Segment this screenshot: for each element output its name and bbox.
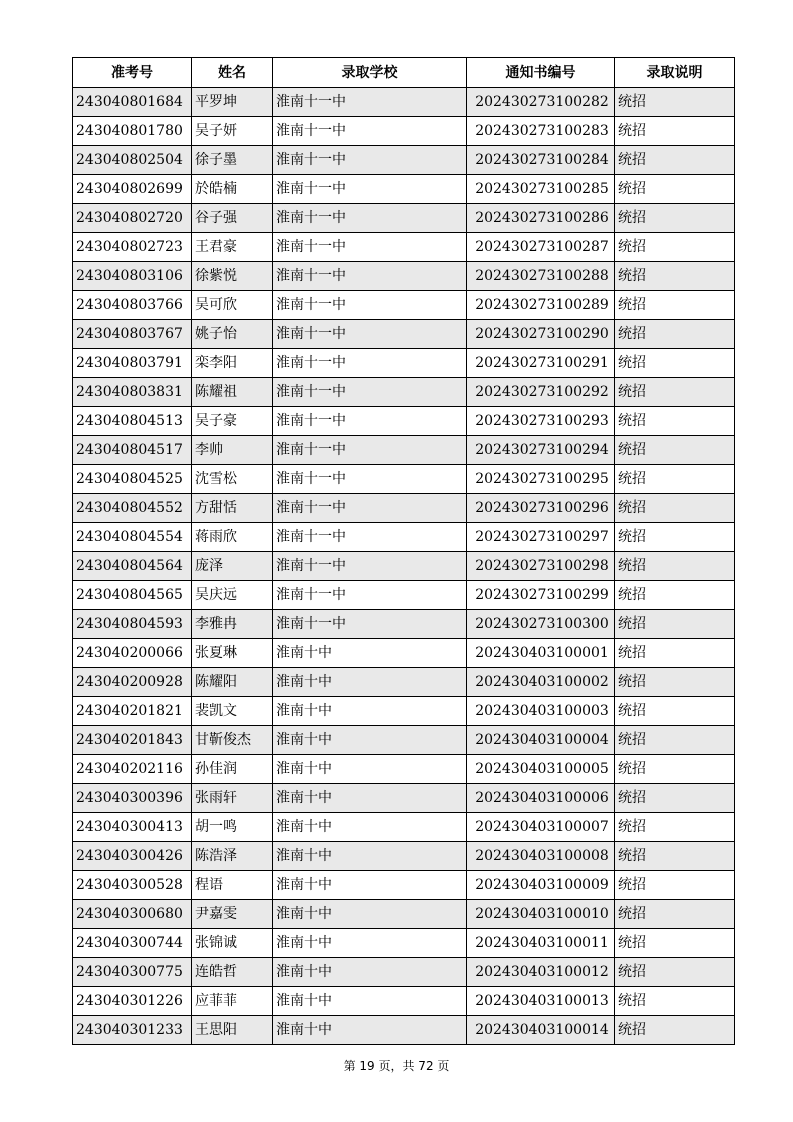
cell-name: 吴庆远 xyxy=(192,581,273,610)
table-row xyxy=(73,697,735,726)
cell-school: 淮南十中 xyxy=(273,987,467,1016)
cell-note: 统招 xyxy=(615,465,735,494)
cell-note: 统招 xyxy=(615,117,735,146)
cell-school: 淮南十中 xyxy=(273,929,467,958)
cell-notice-no: 202430403100003 xyxy=(467,697,615,726)
cell-name: 尹嘉雯 xyxy=(192,900,273,929)
cell-notice-no: 202430403100004 xyxy=(467,726,615,755)
cell-school: 淮南十中 xyxy=(273,668,467,697)
cell-notice-no: 202430273100292 xyxy=(467,378,615,407)
cell-name: 徐子墨 xyxy=(192,146,273,175)
cell-school: 淮南十一中 xyxy=(273,291,467,320)
cell-note: 统招 xyxy=(615,378,735,407)
cell-note: 统招 xyxy=(615,88,735,117)
cell-school: 淮南十中 xyxy=(273,900,467,929)
cell-note: 统招 xyxy=(615,639,735,668)
cell-notice-no: 202430273100300 xyxy=(467,610,615,639)
table-row xyxy=(73,175,735,204)
cell-school: 淮南十一中 xyxy=(273,88,467,117)
page-footer: 第 19 页，共 72 页 xyxy=(343,1059,450,1073)
table-row xyxy=(73,581,735,610)
cell-note: 统招 xyxy=(615,784,735,813)
cell-note: 统招 xyxy=(615,552,735,581)
header-note: 录取说明 xyxy=(615,58,735,88)
header-name: 姓名 xyxy=(192,58,273,88)
cell-name: 程语 xyxy=(192,871,273,900)
cell-name: 张锦诚 xyxy=(192,929,273,958)
admission-table xyxy=(72,57,735,1045)
cell-school: 淮南十中 xyxy=(273,697,467,726)
cell-school: 淮南十一中 xyxy=(273,407,467,436)
cell-school: 淮南十一中 xyxy=(273,523,467,552)
cell-name: 李帅 xyxy=(192,436,273,465)
table-row xyxy=(73,784,735,813)
cell-notice-no: 202430403100014 xyxy=(467,1016,615,1045)
table-body xyxy=(73,88,735,1045)
cell-name: 平罗坤 xyxy=(192,88,273,117)
cell-exam-no: 243040300680 xyxy=(73,900,192,929)
cell-exam-no: 243040804552 xyxy=(73,494,192,523)
cell-note: 统招 xyxy=(615,320,735,349)
cell-school: 淮南十一中 xyxy=(273,378,467,407)
table-row xyxy=(73,465,735,494)
cell-notice-no: 202430273100297 xyxy=(467,523,615,552)
cell-note: 统招 xyxy=(615,929,735,958)
table-row xyxy=(73,117,735,146)
cell-name: 甘靳俊杰 xyxy=(192,726,273,755)
table-row xyxy=(73,291,735,320)
cell-exam-no: 243040803831 xyxy=(73,378,192,407)
header-notice-no: 通知书编号 xyxy=(467,58,615,88)
cell-exam-no: 243040200066 xyxy=(73,639,192,668)
cell-notice-no: 202430273100288 xyxy=(467,262,615,291)
table-row xyxy=(73,900,735,929)
cell-name: 蒋雨欣 xyxy=(192,523,273,552)
cell-notice-no: 202430273100285 xyxy=(467,175,615,204)
cell-school: 淮南十中 xyxy=(273,958,467,987)
cell-notice-no: 202430273100290 xyxy=(467,320,615,349)
cell-notice-no: 202430273100293 xyxy=(467,407,615,436)
cell-notice-no: 202430403100007 xyxy=(467,813,615,842)
cell-exam-no: 243040300413 xyxy=(73,813,192,842)
cell-exam-no: 243040300744 xyxy=(73,929,192,958)
cell-name: 陈耀祖 xyxy=(192,378,273,407)
table-row xyxy=(73,610,735,639)
cell-note: 统招 xyxy=(615,842,735,871)
cell-exam-no: 243040201843 xyxy=(73,726,192,755)
table-row xyxy=(73,407,735,436)
table-row xyxy=(73,146,735,175)
cell-notice-no: 202430403100010 xyxy=(467,900,615,929)
cell-name: 徐紫悦 xyxy=(192,262,273,291)
cell-school: 淮南十一中 xyxy=(273,146,467,175)
cell-exam-no: 243040804554 xyxy=(73,523,192,552)
cell-notice-no: 202430273100283 xyxy=(467,117,615,146)
cell-exam-no: 243040301233 xyxy=(73,1016,192,1045)
cell-notice-no: 202430273100284 xyxy=(467,146,615,175)
cell-exam-no: 243040804564 xyxy=(73,552,192,581)
cell-notice-no: 202430403100008 xyxy=(467,842,615,871)
cell-note: 统招 xyxy=(615,813,735,842)
table-row xyxy=(73,726,735,755)
table-row xyxy=(73,1016,735,1045)
table-row xyxy=(73,871,735,900)
cell-school: 淮南十中 xyxy=(273,871,467,900)
cell-exam-no: 243040804517 xyxy=(73,436,192,465)
cell-note: 统招 xyxy=(615,871,735,900)
cell-notice-no: 202430403100006 xyxy=(467,784,615,813)
cell-name: 胡一鸣 xyxy=(192,813,273,842)
cell-notice-no: 202430273100291 xyxy=(467,349,615,378)
cell-name: 吴子妍 xyxy=(192,117,273,146)
table-row xyxy=(73,842,735,871)
cell-notice-no: 202430403100001 xyxy=(467,639,615,668)
cell-note: 统招 xyxy=(615,349,735,378)
cell-name: 陈浩泽 xyxy=(192,842,273,871)
cell-notice-no: 202430273100282 xyxy=(467,88,615,117)
table-row xyxy=(73,523,735,552)
header-school: 录取学校 xyxy=(273,58,467,88)
cell-name: 谷子强 xyxy=(192,204,273,233)
cell-exam-no: 243040200928 xyxy=(73,668,192,697)
cell-note: 统招 xyxy=(615,958,735,987)
cell-name: 方甜恬 xyxy=(192,494,273,523)
table-row xyxy=(73,813,735,842)
table-row xyxy=(73,88,735,117)
table-row xyxy=(73,929,735,958)
table-row xyxy=(73,987,735,1016)
cell-exam-no: 243040804565 xyxy=(73,581,192,610)
cell-note: 统招 xyxy=(615,407,735,436)
cell-notice-no: 202430273100287 xyxy=(467,233,615,262)
cell-note: 统招 xyxy=(615,523,735,552)
cell-name: 吴子豪 xyxy=(192,407,273,436)
cell-name: 王思阳 xyxy=(192,1016,273,1045)
cell-school: 淮南十一中 xyxy=(273,233,467,262)
cell-exam-no: 243040202116 xyxy=(73,755,192,784)
cell-exam-no: 243040804593 xyxy=(73,610,192,639)
cell-note: 统招 xyxy=(615,175,735,204)
cell-name: 於皓楠 xyxy=(192,175,273,204)
cell-note: 统招 xyxy=(615,726,735,755)
cell-name: 庞泽 xyxy=(192,552,273,581)
cell-notice-no: 202430273100296 xyxy=(467,494,615,523)
cell-notice-no: 202430403100005 xyxy=(467,755,615,784)
cell-notice-no: 202430273100289 xyxy=(467,291,615,320)
cell-note: 统招 xyxy=(615,291,735,320)
cell-notice-no: 202430403100012 xyxy=(467,958,615,987)
cell-exam-no: 243040804525 xyxy=(73,465,192,494)
cell-school: 淮南十一中 xyxy=(273,175,467,204)
cell-name: 张雨轩 xyxy=(192,784,273,813)
cell-school: 淮南十一中 xyxy=(273,117,467,146)
cell-school: 淮南十一中 xyxy=(273,436,467,465)
cell-note: 统招 xyxy=(615,668,735,697)
cell-school: 淮南十一中 xyxy=(273,552,467,581)
cell-exam-no: 243040803767 xyxy=(73,320,192,349)
cell-note: 统招 xyxy=(615,494,735,523)
cell-note: 统招 xyxy=(615,987,735,1016)
cell-exam-no: 243040300528 xyxy=(73,871,192,900)
cell-school: 淮南十中 xyxy=(273,842,467,871)
cell-notice-no: 202430273100299 xyxy=(467,581,615,610)
table-row xyxy=(73,552,735,581)
cell-school: 淮南十一中 xyxy=(273,262,467,291)
cell-exam-no: 243040300775 xyxy=(73,958,192,987)
table-row xyxy=(73,668,735,697)
table-row xyxy=(73,349,735,378)
cell-exam-no: 243040801780 xyxy=(73,117,192,146)
cell-note: 统招 xyxy=(615,233,735,262)
cell-exam-no: 243040802723 xyxy=(73,233,192,262)
cell-school: 淮南十一中 xyxy=(273,610,467,639)
cell-note: 统招 xyxy=(615,697,735,726)
table-row xyxy=(73,262,735,291)
cell-name: 沈雪松 xyxy=(192,465,273,494)
cell-school: 淮南十中 xyxy=(273,1016,467,1045)
cell-exam-no: 243040803791 xyxy=(73,349,192,378)
table-row xyxy=(73,958,735,987)
cell-exam-no: 243040301226 xyxy=(73,987,192,1016)
table-row xyxy=(73,494,735,523)
cell-note: 统招 xyxy=(615,1016,735,1045)
cell-school: 淮南十一中 xyxy=(273,581,467,610)
table-row xyxy=(73,755,735,784)
table-header-row xyxy=(73,58,735,88)
cell-exam-no: 243040803106 xyxy=(73,262,192,291)
cell-exam-no: 243040802720 xyxy=(73,204,192,233)
table-row xyxy=(73,320,735,349)
cell-school: 淮南十中 xyxy=(273,726,467,755)
cell-school: 淮南十一中 xyxy=(273,204,467,233)
cell-note: 统招 xyxy=(615,581,735,610)
cell-notice-no: 202430403100002 xyxy=(467,668,615,697)
table-row xyxy=(73,204,735,233)
cell-exam-no: 243040804513 xyxy=(73,407,192,436)
cell-school: 淮南十一中 xyxy=(273,494,467,523)
cell-exam-no: 243040300426 xyxy=(73,842,192,871)
cell-name: 李雅冉 xyxy=(192,610,273,639)
cell-school: 淮南十一中 xyxy=(273,465,467,494)
cell-note: 统招 xyxy=(615,262,735,291)
cell-name: 栾李阳 xyxy=(192,349,273,378)
cell-notice-no: 202430273100298 xyxy=(467,552,615,581)
cell-note: 统招 xyxy=(615,146,735,175)
cell-note: 统招 xyxy=(615,204,735,233)
cell-name: 张夏琳 xyxy=(192,639,273,668)
cell-exam-no: 243040300396 xyxy=(73,784,192,813)
cell-note: 统招 xyxy=(615,900,735,929)
cell-exam-no: 243040802504 xyxy=(73,146,192,175)
cell-note: 统招 xyxy=(615,610,735,639)
cell-name: 应菲菲 xyxy=(192,987,273,1016)
cell-notice-no: 202430273100294 xyxy=(467,436,615,465)
cell-notice-no: 202430273100286 xyxy=(467,204,615,233)
cell-notice-no: 202430403100009 xyxy=(467,871,615,900)
cell-school: 淮南十中 xyxy=(273,639,467,668)
cell-exam-no: 243040802699 xyxy=(73,175,192,204)
cell-exam-no: 243040201821 xyxy=(73,697,192,726)
cell-name: 陈耀阳 xyxy=(192,668,273,697)
table-row xyxy=(73,233,735,262)
cell-name: 王君豪 xyxy=(192,233,273,262)
cell-school: 淮南十中 xyxy=(273,784,467,813)
cell-note: 统招 xyxy=(615,436,735,465)
cell-notice-no: 202430403100013 xyxy=(467,987,615,1016)
cell-school: 淮南十一中 xyxy=(273,349,467,378)
cell-school: 淮南十一中 xyxy=(273,320,467,349)
cell-name: 连皓哲 xyxy=(192,958,273,987)
cell-exam-no: 243040803766 xyxy=(73,291,192,320)
cell-name: 吴可欣 xyxy=(192,291,273,320)
cell-notice-no: 202430273100295 xyxy=(467,465,615,494)
table-row xyxy=(73,378,735,407)
cell-name: 孙佳润 xyxy=(192,755,273,784)
header-exam-no: 准考号 xyxy=(73,58,192,88)
table-row xyxy=(73,436,735,465)
table-row xyxy=(73,639,735,668)
cell-school: 淮南十中 xyxy=(273,813,467,842)
cell-note: 统招 xyxy=(615,755,735,784)
cell-notice-no: 202430403100011 xyxy=(467,929,615,958)
cell-exam-no: 243040801684 xyxy=(73,88,192,117)
cell-name: 姚子怡 xyxy=(192,320,273,349)
cell-name: 裴凯文 xyxy=(192,697,273,726)
cell-school: 淮南十中 xyxy=(273,755,467,784)
